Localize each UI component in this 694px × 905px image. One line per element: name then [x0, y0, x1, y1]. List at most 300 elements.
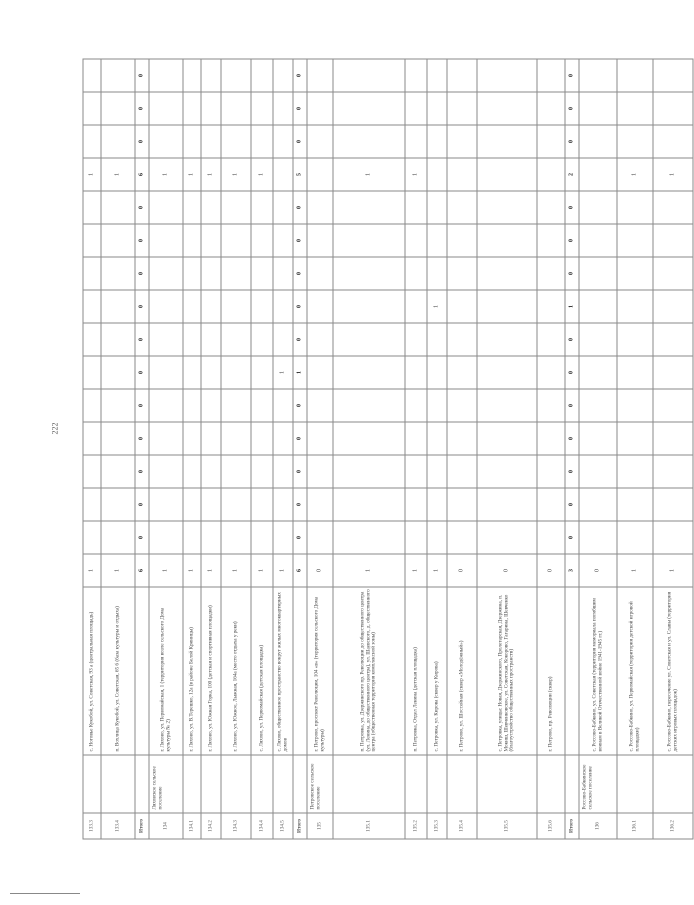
table-row: [405, 59, 427, 839]
value-cell: [427, 92, 447, 125]
object-address-cell: г. Ляхово, ул. Южная Горка, 100 (детская и спортивная площадки): [201, 587, 221, 755]
value-cell: [101, 92, 135, 125]
table-row: [307, 59, 333, 839]
value-cell: 1: [427, 554, 447, 587]
value-cell: [273, 488, 293, 521]
value-cell: [307, 521, 333, 554]
value-cell: [201, 92, 221, 125]
value-cell: [221, 59, 251, 92]
value-cell: [653, 92, 693, 125]
value-cell: [149, 356, 183, 389]
value-cell: [83, 488, 101, 521]
value-cell: [477, 125, 537, 158]
object-address-cell: п. Петровка, Отдел Ленина (детская площадка): [405, 587, 427, 755]
value-cell: [405, 488, 427, 521]
value-cell: [251, 125, 273, 158]
value-cell: 1: [293, 356, 307, 389]
value-cell: 0: [293, 290, 307, 323]
value-cell: 1: [617, 158, 653, 191]
value-cell: 0: [135, 191, 149, 224]
value-cell: [405, 422, 427, 455]
value-cell: [537, 158, 565, 191]
value-cell: [221, 224, 251, 257]
value-cell: 6: [293, 554, 307, 587]
value-cell: 1: [201, 554, 221, 587]
value-cell: 1: [405, 554, 427, 587]
settlement-name-cell: [273, 755, 293, 813]
value-cell: [273, 422, 293, 455]
value-cell: [101, 224, 135, 257]
value-cell: [537, 257, 565, 290]
value-cell: [617, 488, 653, 521]
table-row: [183, 59, 201, 839]
value-cell: 1: [221, 554, 251, 587]
row-number-cell: 135.1: [333, 813, 405, 839]
value-cell: 1: [565, 290, 579, 323]
value-cell: 1: [333, 158, 405, 191]
value-cell: 1: [273, 554, 293, 587]
value-cell: [183, 356, 201, 389]
value-cell: [83, 59, 101, 92]
value-cell: [101, 323, 135, 356]
value-cell: [653, 257, 693, 290]
settlement-name-cell: [617, 755, 653, 813]
settlement-name-cell: [427, 755, 447, 813]
value-cell: [537, 125, 565, 158]
object-address-cell: с. Россово-Бабкино, пересечение ул. Советская и ул. Славы (территория детских игровых площадок): [653, 587, 693, 755]
row-number-cell: 135: [307, 813, 333, 839]
value-cell: [251, 455, 273, 488]
value-cell: [149, 323, 183, 356]
value-cell: 0: [579, 554, 617, 587]
value-cell: 0: [565, 59, 579, 92]
row-number-cell: Итого: [293, 813, 307, 839]
value-cell: [447, 191, 477, 224]
table-row: [251, 59, 273, 839]
value-cell: [149, 224, 183, 257]
object-address-cell: с. Ляхово, ул. Первомайская (детская площадка): [251, 587, 273, 755]
table-row: [333, 59, 405, 839]
value-cell: [447, 422, 477, 455]
value-cell: [149, 191, 183, 224]
value-cell: 0: [293, 59, 307, 92]
value-cell: [333, 59, 405, 92]
value-cell: [101, 356, 135, 389]
row-number-cell: 133.3: [83, 813, 101, 839]
value-cell: [447, 389, 477, 422]
value-cell: [251, 521, 273, 554]
table-row: [149, 59, 183, 839]
settlement-name-cell: [333, 755, 405, 813]
value-cell: [405, 92, 427, 125]
value-cell: [579, 224, 617, 257]
object-address-cell: с. Петровка, ул. Кирова (сквер у Кирова): [427, 587, 447, 755]
value-cell: [307, 356, 333, 389]
value-cell: [101, 191, 135, 224]
value-cell: [149, 488, 183, 521]
value-cell: [333, 356, 405, 389]
settlement-name-cell: [653, 755, 693, 813]
value-cell: [579, 455, 617, 488]
settlement-name-cell: [221, 755, 251, 813]
value-cell: [333, 125, 405, 158]
value-cell: [149, 125, 183, 158]
table-row: [221, 59, 251, 839]
value-cell: [617, 125, 653, 158]
value-cell: [307, 257, 333, 290]
value-cell: [427, 158, 447, 191]
object-address-cell: [293, 587, 307, 755]
value-cell: [251, 224, 273, 257]
value-cell: [273, 455, 293, 488]
row-number-cell: Итого: [565, 813, 579, 839]
table-row: [201, 59, 221, 839]
value-cell: [183, 59, 201, 92]
value-cell: 0: [293, 455, 307, 488]
value-cell: [477, 257, 537, 290]
row-number-cell: 134.5: [273, 813, 293, 839]
value-cell: [273, 389, 293, 422]
value-cell: [307, 191, 333, 224]
value-cell: 0: [135, 521, 149, 554]
value-cell: [617, 191, 653, 224]
value-cell: [201, 389, 221, 422]
value-cell: [307, 125, 333, 158]
value-cell: 1: [653, 158, 693, 191]
value-cell: 0: [565, 422, 579, 455]
value-cell: [653, 422, 693, 455]
row-number-cell: 135.4: [447, 813, 477, 839]
value-cell: [221, 92, 251, 125]
value-cell: 0: [293, 125, 307, 158]
row-number-cell: 134.4: [251, 813, 273, 839]
value-cell: [221, 290, 251, 323]
object-address-cell: г. Петрово, проспект Революции, 104 «в» (территория сельского Дома культуры): [307, 587, 333, 755]
value-cell: [653, 290, 693, 323]
value-cell: [251, 422, 273, 455]
value-cell: [579, 488, 617, 521]
value-cell: 1: [101, 158, 135, 191]
value-cell: [101, 257, 135, 290]
value-cell: [333, 521, 405, 554]
value-cell: 0: [565, 521, 579, 554]
value-cell: 0: [293, 92, 307, 125]
value-cell: [579, 323, 617, 356]
value-cell: [221, 257, 251, 290]
value-cell: [221, 488, 251, 521]
subtotal-row: [135, 59, 149, 839]
settlement-name-cell: Россово-Бабкинское сельское поселение: [579, 755, 617, 813]
value-cell: [183, 455, 201, 488]
row-number-cell: 136: [579, 813, 617, 839]
settlement-name-cell: [201, 755, 221, 813]
value-cell: 0: [135, 488, 149, 521]
value-cell: [447, 59, 477, 92]
value-cell: 1: [201, 158, 221, 191]
value-cell: 0: [293, 323, 307, 356]
value-cell: [653, 356, 693, 389]
value-cell: [477, 59, 537, 92]
value-cell: [477, 224, 537, 257]
value-cell: [333, 224, 405, 257]
value-cell: 3: [565, 554, 579, 587]
value-cell: [405, 455, 427, 488]
settlement-name-cell: [405, 755, 427, 813]
value-cell: 0: [135, 125, 149, 158]
value-cell: [149, 290, 183, 323]
value-cell: [617, 356, 653, 389]
value-cell: [405, 125, 427, 158]
value-cell: [101, 422, 135, 455]
value-cell: 0: [135, 257, 149, 290]
value-cell: [427, 257, 447, 290]
value-cell: [201, 125, 221, 158]
value-cell: [273, 323, 293, 356]
value-cell: [477, 290, 537, 323]
value-cell: [333, 257, 405, 290]
value-cell: [221, 455, 251, 488]
value-cell: 1: [221, 158, 251, 191]
value-cell: [307, 455, 333, 488]
value-cell: [579, 290, 617, 323]
value-cell: 0: [293, 257, 307, 290]
value-cell: [201, 356, 221, 389]
table-row: [617, 59, 653, 839]
value-cell: [537, 455, 565, 488]
value-cell: [183, 323, 201, 356]
value-cell: [447, 356, 477, 389]
value-cell: [273, 191, 293, 224]
table-row: [653, 59, 693, 839]
value-cell: 1: [149, 158, 183, 191]
row-number-cell: 135.3: [427, 813, 447, 839]
value-cell: [617, 92, 653, 125]
value-cell: 0: [447, 554, 477, 587]
footnote-separator: [10, 893, 80, 894]
value-cell: [447, 455, 477, 488]
value-cell: [101, 59, 135, 92]
value-cell: 0: [537, 554, 565, 587]
value-cell: 6: [135, 158, 149, 191]
value-cell: [427, 521, 447, 554]
value-cell: [201, 323, 221, 356]
value-cell: [273, 257, 293, 290]
value-cell: [183, 422, 201, 455]
value-cell: [477, 488, 537, 521]
object-address-cell: п. Вохлица Кукобой, ул. Советская, 65 б (база культуры и отдыха): [101, 587, 135, 755]
value-cell: [579, 422, 617, 455]
value-cell: [201, 224, 221, 257]
value-cell: 1: [653, 554, 693, 587]
value-cell: 0: [135, 290, 149, 323]
value-cell: [447, 257, 477, 290]
settlement-name-cell: [565, 755, 579, 813]
value-cell: [307, 290, 333, 323]
value-cell: [405, 59, 427, 92]
value-cell: [101, 125, 135, 158]
value-cell: [447, 158, 477, 191]
value-cell: [537, 389, 565, 422]
object-address-cell: г. Ляхово, ул. Первомайская, 1 (территория возле сельского Дома культуры № 2): [149, 587, 183, 755]
settlement-name-cell: [447, 755, 477, 813]
row-number-cell: 134.2: [201, 813, 221, 839]
value-cell: [273, 125, 293, 158]
settlement-name-cell: [183, 755, 201, 813]
row-number-cell: 135.6: [537, 813, 565, 839]
value-cell: [201, 191, 221, 224]
value-cell: [617, 455, 653, 488]
value-cell: [427, 191, 447, 224]
object-address-cell: [135, 587, 149, 755]
value-cell: [183, 521, 201, 554]
settlement-name-cell: [101, 755, 135, 813]
settlement-name-cell: [135, 755, 149, 813]
value-cell: [201, 59, 221, 92]
value-cell: [83, 125, 101, 158]
value-cell: 6: [135, 554, 149, 587]
value-cell: 0: [293, 488, 307, 521]
value-cell: [83, 422, 101, 455]
row-number-cell: 135.2: [405, 813, 427, 839]
value-cell: [405, 257, 427, 290]
value-cell: [447, 521, 477, 554]
value-cell: 1: [405, 158, 427, 191]
value-cell: [273, 290, 293, 323]
object-address-cell: с. Ляхово, общественное пространство вокруг жилых многоквартирных домов: [273, 587, 293, 755]
value-cell: 0: [293, 521, 307, 554]
value-cell: [101, 290, 135, 323]
value-cell: [333, 290, 405, 323]
row-number-cell: 135.5: [477, 813, 537, 839]
value-cell: [537, 488, 565, 521]
value-cell: [307, 92, 333, 125]
value-cell: [617, 224, 653, 257]
object-address-cell: п. Петровка, ул. Дзержинского пр. Революции до общественного центра (ул. Ленина, до общественного центра), ул. Шаевского, д. общественного центра (общественная территория комплексной зоны): [333, 587, 405, 755]
object-address-cell: [565, 587, 579, 755]
value-cell: [307, 224, 333, 257]
value-cell: [537, 290, 565, 323]
value-cell: [537, 356, 565, 389]
object-address-cell: с. Россово-Бабкино, ул. Советская (территория мемориала погибшим воинам в Великой Отечественной войне 1941-1945 гг.): [579, 587, 617, 755]
value-cell: [447, 290, 477, 323]
value-cell: [307, 389, 333, 422]
value-cell: [101, 488, 135, 521]
value-cell: [579, 59, 617, 92]
value-cell: [201, 455, 221, 488]
value-cell: [405, 224, 427, 257]
value-cell: [579, 92, 617, 125]
value-cell: [251, 389, 273, 422]
value-cell: 0: [565, 191, 579, 224]
value-cell: [83, 356, 101, 389]
value-cell: 0: [565, 488, 579, 521]
value-cell: 1: [333, 554, 405, 587]
value-cell: [405, 191, 427, 224]
value-cell: [201, 488, 221, 521]
value-cell: [273, 521, 293, 554]
value-cell: [427, 389, 447, 422]
value-cell: [477, 422, 537, 455]
value-cell: [251, 290, 273, 323]
value-cell: [273, 158, 293, 191]
value-cell: [427, 59, 447, 92]
value-cell: [537, 422, 565, 455]
value-cell: [653, 224, 693, 257]
settlement-name-cell: [293, 755, 307, 813]
subtotal-row: [565, 59, 579, 839]
settlement-name-cell: Ляховское сельское поселение: [149, 755, 183, 813]
value-cell: [183, 290, 201, 323]
value-cell: 0: [135, 455, 149, 488]
value-cell: 0: [565, 389, 579, 422]
value-cell: [251, 191, 273, 224]
value-cell: [183, 125, 201, 158]
value-cell: [83, 389, 101, 422]
settlement-name-cell: Петровское сельское поселение: [307, 755, 333, 813]
value-cell: [83, 323, 101, 356]
row-number-cell: 134.3: [221, 813, 251, 839]
value-cell: [221, 389, 251, 422]
value-cell: 1: [251, 554, 273, 587]
value-cell: [273, 59, 293, 92]
value-cell: [221, 191, 251, 224]
value-cell: [447, 92, 477, 125]
value-cell: 0: [565, 356, 579, 389]
value-cell: [427, 125, 447, 158]
value-cell: [149, 257, 183, 290]
value-cell: [251, 356, 273, 389]
value-cell: [579, 257, 617, 290]
value-cell: 0: [293, 191, 307, 224]
table-row: [447, 59, 477, 839]
value-cell: [307, 158, 333, 191]
value-cell: [333, 389, 405, 422]
value-cell: [307, 488, 333, 521]
value-cell: [579, 125, 617, 158]
page-number: 222: [50, 422, 60, 435]
value-cell: [617, 323, 653, 356]
value-cell: [617, 257, 653, 290]
value-cell: [333, 422, 405, 455]
value-cell: [333, 455, 405, 488]
value-cell: [447, 323, 477, 356]
value-cell: [149, 389, 183, 422]
row-number-cell: 136.2: [653, 813, 693, 839]
value-cell: [405, 290, 427, 323]
value-cell: [183, 92, 201, 125]
value-cell: [447, 224, 477, 257]
value-cell: 0: [135, 389, 149, 422]
object-address-cell: г. Петрово, ул. Шоссейная (сквер «Молодёжный»): [447, 587, 477, 755]
value-cell: [579, 521, 617, 554]
value-cell: [149, 422, 183, 455]
value-cell: 0: [565, 125, 579, 158]
value-cell: 1: [617, 554, 653, 587]
value-cell: [83, 257, 101, 290]
value-cell: [477, 356, 537, 389]
settlement-name-cell: [251, 755, 273, 813]
row-number-cell: 134: [149, 813, 183, 839]
value-cell: [333, 488, 405, 521]
object-address-cell: г. Петрово, пр. Революции (сквер): [537, 587, 565, 755]
value-cell: [183, 257, 201, 290]
value-cell: [653, 488, 693, 521]
value-cell: 0: [565, 224, 579, 257]
value-cell: [183, 488, 201, 521]
value-cell: [149, 59, 183, 92]
row-number-cell: Итого: [135, 813, 149, 839]
value-cell: [149, 521, 183, 554]
